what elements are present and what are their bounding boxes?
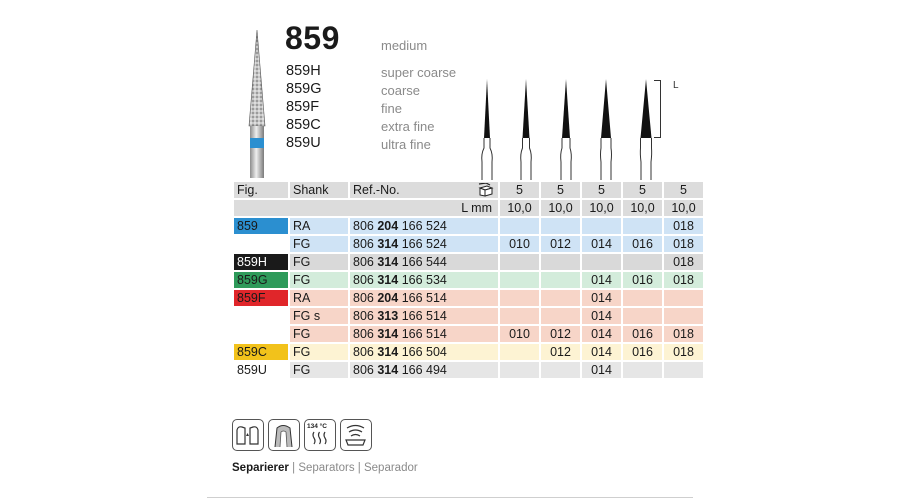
table-row xyxy=(234,236,703,252)
size-cell: 016 xyxy=(623,326,662,342)
size-cell xyxy=(623,254,662,270)
table-row xyxy=(234,272,703,288)
size-silhouettes xyxy=(468,76,668,180)
fig-cell: 859F xyxy=(234,290,288,306)
length-value: 10,0 xyxy=(623,200,662,216)
ref-part: 166 524 xyxy=(401,237,447,251)
length-bracket xyxy=(654,80,661,138)
variant-grain: coarse xyxy=(381,83,421,98)
footer-de: Separierer xyxy=(232,462,289,474)
ref-part: 166 514 xyxy=(401,309,447,323)
length-row xyxy=(234,200,703,216)
size-cell xyxy=(664,290,703,306)
fig-cell xyxy=(234,236,288,252)
size-cell: 014 xyxy=(582,236,621,252)
variant-code: 859F xyxy=(286,99,320,115)
size-silhouette-018 xyxy=(640,79,651,180)
size-cell xyxy=(541,218,580,234)
size-cell: 014 xyxy=(582,308,621,324)
size-cell xyxy=(582,218,621,234)
size-cell: 018 xyxy=(664,326,703,342)
size-cell xyxy=(500,290,539,306)
shank-cell: RA xyxy=(290,218,348,234)
ref-part: 314 xyxy=(377,255,399,269)
size-cell xyxy=(623,362,662,378)
footer-labels xyxy=(232,462,418,474)
size-cell: 010 xyxy=(500,236,539,252)
shank-cell: FG xyxy=(290,236,348,252)
ref-cell xyxy=(350,236,498,252)
shank-cell: FG xyxy=(290,362,348,378)
length-label: L xyxy=(673,80,679,91)
size-cell: 018 xyxy=(664,254,703,270)
length-value: 10,0 xyxy=(500,200,539,216)
size-cell xyxy=(664,308,703,324)
size-cell xyxy=(500,308,539,324)
size-silhouette-016 xyxy=(601,79,612,180)
size-silhouette-012 xyxy=(521,79,532,180)
usage-icons xyxy=(232,419,372,451)
pack-count: 5 xyxy=(541,182,580,198)
fig-cell: 859U xyxy=(234,362,288,378)
length-value: 10,0 xyxy=(541,200,580,216)
size-cell xyxy=(582,254,621,270)
spec-table xyxy=(232,180,705,380)
ref-part: 314 xyxy=(377,345,399,359)
size-cell: 018 xyxy=(664,344,703,360)
pack-count: 5 xyxy=(664,182,703,198)
size-cell: 012 xyxy=(541,236,580,252)
header-ref xyxy=(350,182,498,198)
ref-part: 806 xyxy=(353,327,374,341)
ref-part: 806 xyxy=(353,345,374,359)
fig-cell: 859H xyxy=(234,254,288,270)
pack-count: 5 xyxy=(500,182,539,198)
variant-grain: extra fine xyxy=(381,119,435,134)
ref-part: 166 544 xyxy=(401,255,447,269)
ref-part: 204 xyxy=(377,291,399,305)
ref-part: 166 514 xyxy=(401,327,447,341)
variant-code: 859G xyxy=(286,81,322,97)
size-cell: 018 xyxy=(664,272,703,288)
footer-en: Separators xyxy=(298,462,355,474)
size-cell: 012 xyxy=(541,326,580,342)
size-cell: 012 xyxy=(541,344,580,360)
fig-cell: 859G xyxy=(234,272,288,288)
size-cell xyxy=(541,362,580,378)
size-cell: 018 xyxy=(664,218,703,234)
length-row-label: L mm xyxy=(234,200,498,216)
ref-cell xyxy=(350,254,498,270)
product-grain: medium xyxy=(381,38,428,53)
fig-cell xyxy=(234,326,288,342)
variant-code: 859H xyxy=(286,63,321,79)
size-cell: 014 xyxy=(582,326,621,342)
size-cell xyxy=(623,308,662,324)
size-cell xyxy=(664,362,703,378)
size-cell: 014 xyxy=(582,272,621,288)
size-cell xyxy=(541,290,580,306)
ref-part: 806 xyxy=(353,291,374,305)
pack-count: 5 xyxy=(623,182,662,198)
ref-cell xyxy=(350,272,498,288)
shank-cell: RA xyxy=(290,290,348,306)
ref-part: 806 xyxy=(353,219,374,233)
ref-part: 314 xyxy=(377,273,399,287)
separator-tooth-icon xyxy=(232,419,264,451)
variant-code: 859C xyxy=(286,117,321,133)
ref-part: 314 xyxy=(377,363,399,377)
size-cell: 010 xyxy=(500,326,539,342)
size-cell xyxy=(623,218,662,234)
ref-part: 806 xyxy=(353,309,374,323)
ref-part: 166 534 xyxy=(401,273,447,287)
ref-part: 806 xyxy=(353,273,374,287)
size-cell xyxy=(500,254,539,270)
ref-cell xyxy=(350,290,498,306)
sterilization-temp: 134 °C xyxy=(307,423,327,430)
fig-cell: 859C xyxy=(234,344,288,360)
table-row xyxy=(234,362,703,378)
header-ref-label: Ref.-No. xyxy=(353,183,400,197)
size-cell xyxy=(541,308,580,324)
header-fig: Fig. xyxy=(234,182,288,198)
length-value: 10,0 xyxy=(664,200,703,216)
size-silhouette-010 xyxy=(482,79,493,180)
size-silhouette-014 xyxy=(561,79,572,180)
ref-part: 166 524 xyxy=(401,219,447,233)
length-value: 10,0 xyxy=(582,200,621,216)
size-cell xyxy=(500,362,539,378)
ref-part: 806 xyxy=(353,237,374,251)
pack-count: 5 xyxy=(582,182,621,198)
ref-cell xyxy=(350,344,498,360)
bur-illustration xyxy=(240,28,274,178)
table-row xyxy=(234,254,703,270)
footer-divider: | xyxy=(292,462,296,474)
ref-part: 166 504 xyxy=(401,345,447,359)
ref-part: 314 xyxy=(377,327,399,341)
fig-cell: 859 xyxy=(234,218,288,234)
ref-part: 806 xyxy=(353,363,374,377)
variant-grain: fine xyxy=(381,101,402,116)
size-cell: 014 xyxy=(582,362,621,378)
ref-part: 166 494 xyxy=(401,363,447,377)
tooth-cross-section-icon xyxy=(268,419,300,451)
shank-cell: FG xyxy=(290,326,348,342)
size-cell: 018 xyxy=(664,236,703,252)
size-cell: 014 xyxy=(582,290,621,306)
table-row xyxy=(234,344,703,360)
size-cell: 014 xyxy=(582,344,621,360)
shank-cell: FG xyxy=(290,254,348,270)
product-number: 859 xyxy=(285,20,340,56)
size-cell: 016 xyxy=(623,344,662,360)
variant-grain: ultra fine xyxy=(381,137,431,152)
footer-divider: | xyxy=(357,462,361,474)
pack-box-icon xyxy=(478,183,494,197)
size-cell: 016 xyxy=(623,272,662,288)
ref-cell xyxy=(350,218,498,234)
shank-cell: FG xyxy=(290,344,348,360)
ref-cell xyxy=(350,308,498,324)
size-cell: 016 xyxy=(623,236,662,252)
size-cell xyxy=(500,344,539,360)
size-cell xyxy=(541,254,580,270)
footer-es: Separador xyxy=(363,462,418,474)
table-row xyxy=(234,308,703,324)
variant-grain: super coarse xyxy=(381,65,457,80)
ref-part: 806 xyxy=(353,255,374,269)
size-cell xyxy=(500,272,539,288)
bottom-divider xyxy=(207,497,693,498)
size-cell xyxy=(500,218,539,234)
variant-code: 859U xyxy=(286,135,321,151)
shank-cell: FG s xyxy=(290,308,348,324)
ref-part: 204 xyxy=(377,219,399,233)
ultrasonic-cleaning-icon xyxy=(340,419,372,451)
header-shank: Shank xyxy=(290,182,348,198)
fig-cell xyxy=(234,308,288,324)
ref-cell xyxy=(350,362,498,378)
size-cell xyxy=(541,272,580,288)
ref-part: 313 xyxy=(377,309,399,323)
table-row xyxy=(234,290,703,306)
size-cell xyxy=(623,290,662,306)
table-row xyxy=(234,326,703,342)
shank-cell: FG xyxy=(290,272,348,288)
table-row xyxy=(234,218,703,234)
sterilization-134c-icon xyxy=(304,419,336,451)
ref-part: 314 xyxy=(377,237,399,251)
ref-cell xyxy=(350,326,498,342)
ref-part: 166 514 xyxy=(401,291,447,305)
header-row xyxy=(234,182,703,198)
